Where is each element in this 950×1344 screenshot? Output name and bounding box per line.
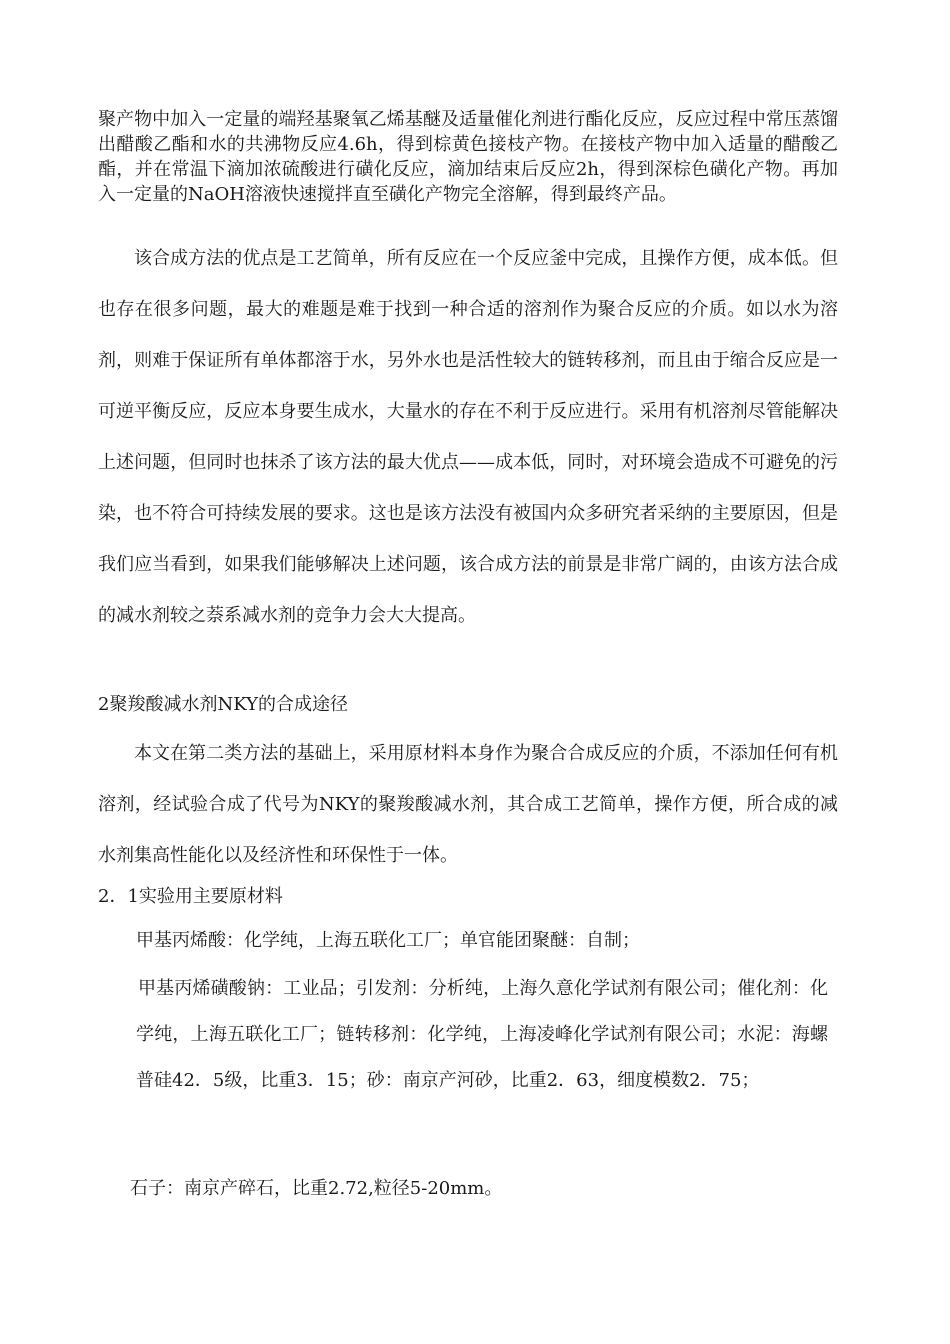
- materials-line-3: 石子：南京产碎石，比重2.72,粒径5-20mm。: [130, 1178, 503, 1199]
- paragraph-method-advantages: 该合成方法的优点是工艺简单，所有反应在一个反应釜中完成，且操作方便，成本低。但也存在很多问题，最大的难题是难于找到一种合适的溶剂作为聚合反应的介质。如以水为溶剂，则难于保证所有单体都溶于水，另外水也是活性较大的链转移剂，而且由于缩合反应是一可逆平衡反应，反应本身要生成水，大量水的存在不利于反应进行。采用有机溶剂尽管能解决上述问题，但同时也抹杀了该方法的最大优点——成本低，同时，对环境会造成不可避免的污染，也不符合可持续发展的要求。这也是该方法没有被国内众多研究者采纳的主要原因，但是我们应当看到，如果我们能够解决上述问题，该合成方法的前景是非常广阔的，由该方法合成的减水剂较之萘系减水剂的竞争力会大大提高。: [98, 248, 838, 626]
- paragraph-nky-synthesis: 本文在第二类方法的基础上，采用原材料本身作为聚合合成反应的介质，不添加任何有机溶剂，经试验合成了代号为NKY的聚羧酸减水剂，其合成工艺简单，操作方便，所合成的减水剂集高性能化以及经济性和环保性于一体。: [98, 743, 838, 866]
- paragraph-grafting-process: 聚产物中加入一定量的端羟基聚氧乙烯基醚及适量催化剂进行酯化反应，反应过程中常压蒸馏出醋酸乙酯和水的共沸物反应4.6h，得到棕黄色接枝产物。在接枝产物中加入适量的醋酸乙酯，并在常温下滴加浓硫酸进行磺化反应，滴加结束后反应2h，得到深棕色磺化产物。再加入一定量的NaOH溶液快速搅拌直至磺化产物完全溶解，得到最终产品。: [98, 109, 838, 205]
- section-heading-2: 2聚羧酸减水剂NKY的合成途径: [98, 694, 349, 715]
- materials-line-1: 甲基丙烯酸：化学纯，上海五联化工厂；单官能团聚醚：自制；: [136, 930, 640, 951]
- section-heading-2-1: 2．1实验用主要原材料: [98, 886, 283, 907]
- materials-line-2: 甲基丙烯磺酸钠：工业品；引发剂：分析纯，上海久意化学试剂有限公司；催化剂：化学纯，上海五联化工厂；链转移剂：化学纯，上海凌峰化学试剂有限公司；水泥：海螺普硅42．5级，比重3．15；砂：南京产河砂，比重2．63，细度模数2．75；: [136, 978, 828, 1091]
